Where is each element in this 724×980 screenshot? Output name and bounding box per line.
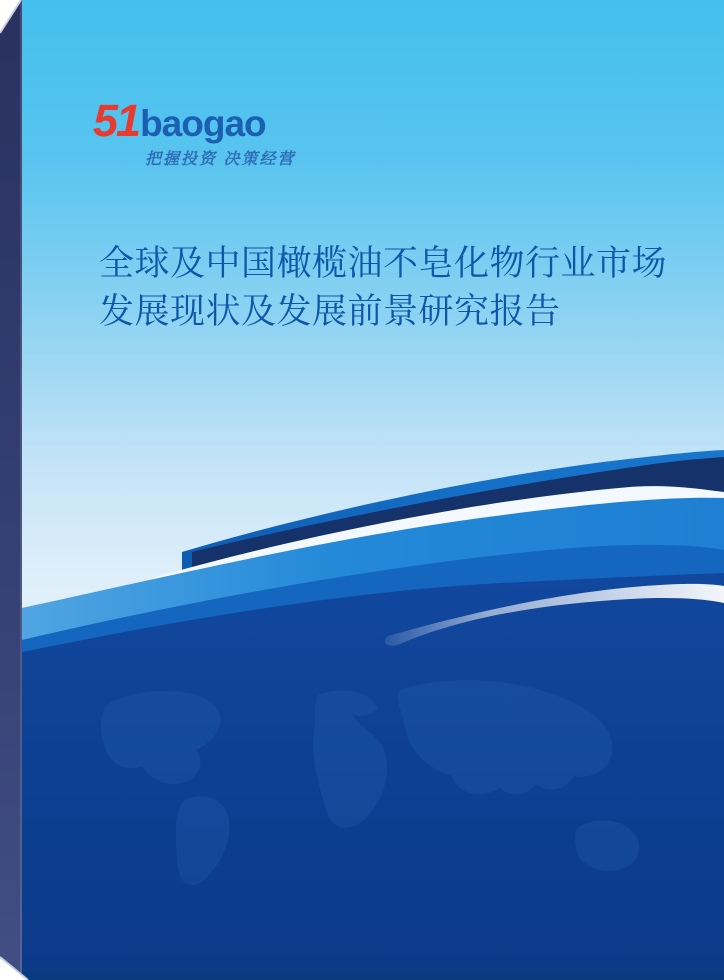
spine-edge-highlight xyxy=(20,0,22,980)
book-spine xyxy=(0,0,22,980)
logo-tagline: 把握投资 决策经营 xyxy=(145,151,296,168)
bottom-edge-strip xyxy=(22,971,724,980)
title-line-2: 发展现状及发展前景研究报告 xyxy=(99,292,561,331)
report-title xyxy=(99,240,689,336)
title-line-1: 全球及中国橄榄油不皂化物行业市场 xyxy=(99,244,668,283)
logo-wordmark xyxy=(93,95,295,146)
logo-name: baogao xyxy=(140,103,266,144)
logo xyxy=(93,95,296,169)
logo-prefix: 51 xyxy=(93,95,140,146)
